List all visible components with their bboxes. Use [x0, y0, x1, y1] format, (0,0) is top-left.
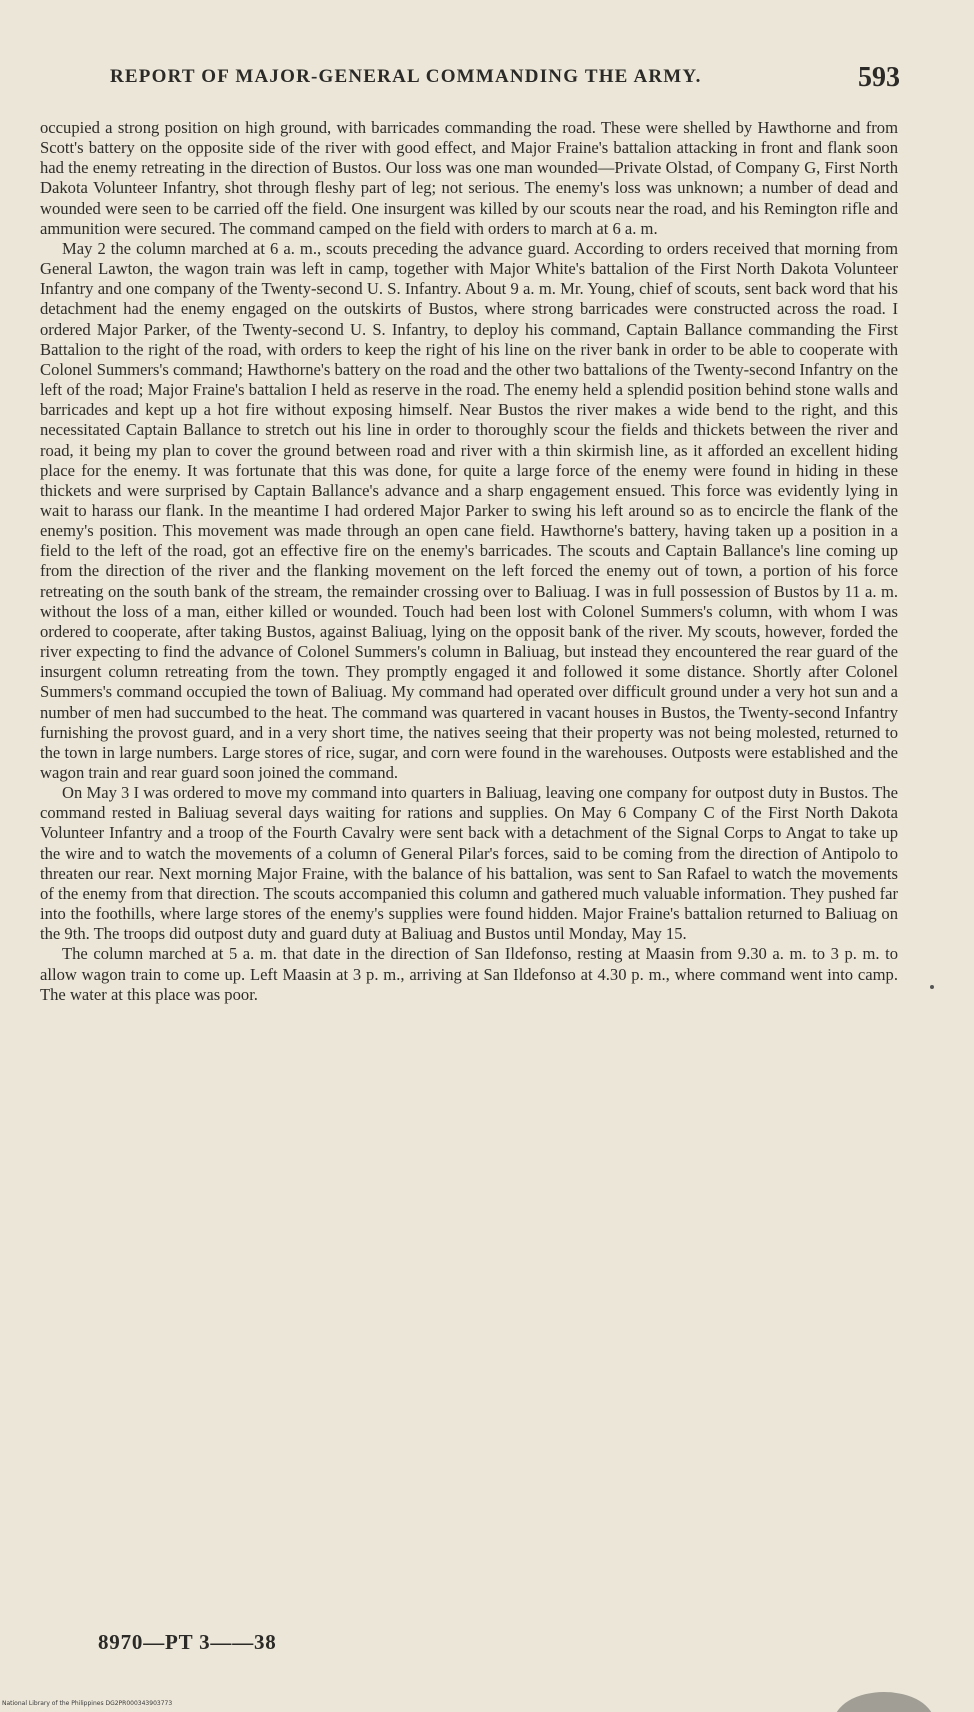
page-number: 593 [858, 62, 900, 93]
page-header [110, 64, 900, 104]
margin-dot [930, 985, 934, 989]
library-credit: National Library of the Philippines DG2PR000343903773 [2, 1700, 173, 1707]
paragraph-4: The column marched at 5 a. m. that date in the direction of San Ildefonso, resting at Maasin from 9.30 a. m. to 3 p. m. to allow wagon train to come up. Left Maasin at 3 p. m., arriving at San Ildefonso at 4.30 p. m., where command went into camp. The water at this place was poor. [40, 944, 898, 1004]
paragraph-3: On May 3 I was ordered to move my command into quarters in Baliuag, leaving one company for outpost duty in Bustos. The command rested in Baliuag several days waiting for rations and supplies. On May 6 Company C of the First North Dakota Volunteer Infantry and a troop of the Fourth Cavalry were sent back with a detachment of the Signal Corps to Angat to take up the wire and to watch the movements of a column of General Pilar's forces, said to be coming from the direction of Antipolo to threaten our rear. Next morning Major Fraine, with the balance of his battalion, was sent to San Rafael to watch the movements of the enemy from that direction. The scouts accompanied this column and gathered much valuable information. They pushed far into the foothills, where large stores of the enemy's supplies were found hidden. Major Fraine's battalion returned to Baliuag on the 9th. The troops did outpost duty and guard duty at Baliuag and Bustos until Monday, May 15. [40, 783, 898, 944]
paragraph-2: May 2 the column marched at 6 a. m., scouts preceding the advance guard. According to orders received that morning from General Lawton, the wagon train was left in camp, together with Major White's battalion of the First North Dakota Volunteer Infantry and one company of the Twenty-second U. S. Infantry. About 9 a. m. Mr. Young, chief of scouts, sent back word that his detachment had the enemy engaged on the outskirts of Bustos, where strong barricades were constructed across the road. I ordered Major Parker, of the Twenty-second U. S. Infantry, to deploy his command, Captain Ballance commanding the First Battalion to the right of the road, with orders to keep the right of his line on the river bank in order to be able to cooperate with Colonel Summers's command; Hawthorne's battery on the road and the other two battalions of the Twenty-second Infantry on the left of the road; Major Fraine's battalion I held as reserve in the road. The enemy held a splendid position behind stone walls and barricades and kept up a hot fire without exposing himself. Near Bustos the river makes a wide bend to the right, and this necessitated Captain Ballance to stretch out his line in order to thoroughly scour the fields and thickets between the river and road, it being my plan to cover the ground between road and river with a thin skirmish line, as it afforded an excellent hiding place for the enemy. It was fortunate that this was done, for quite a large force of the enemy were found in hiding in these thickets and were surprised by Captain Ballance's advance and a sharp engagement ensued. This force was evidently lying in wait to harass our flank. In the meantime I had ordered Major Parker to swing his left around so as to encircle the flank of the enemy's position. This movement was made through an open cane field. Hawthorne's battery, having taken up a position in a field to the left of the road, got an effective fire on the enemy's barricades. The scouts and Captain Ballance's line coming up from the direction of the river and the flanking movement on the left forced the enemy out of town, a portion of his force retreating on the south bank of the stream, the remainder crossing over to Baliuag. I was in full possession of Bustos by 11 a. m. without the loss of a man, either killed or wounded. Touch had been lost with Colonel Summers's column, with whom I was ordered to cooperate, after taking Bustos, against Baliuag, lying on the opposit bank of the river. My scouts, however, forded the river expecting to find the advance of Colonel Summers's column in Baliuag, but instead they encountered the rear guard of the insurgent column retreating from the town. They promptly engaged it and followed it some distance. Shortly after Colonel Summers's command occupied the town of Baliuag. My command had operated over difficult ground under a very hot sun and a number of men had succumbed to the heat. The command was quartered in vacant houses in Bustos, the Twenty-second Infantry furnishing the provost guard, and in a very short time, the natives seeing that their property was not being molested, returned to the town in large numbers. Large stores of rice, sugar, and corn were found in the warehouses. Outposts were established and the wagon train and rear guard soon joined the command. [40, 238, 898, 782]
paragraph-1: occupied a strong position on high ground, with barricades commanding the road. These were shelled by Hawthorne and from Scott's battery on the opposite side of the river with good effect, and Major Fraine's battalion attacking in front and flank soon had the enemy retreating in the direction of Bustos. Our loss was one man wounded—Private Olstad, of Company G, First North Dakota Volunteer Infantry, shot through fleshy part of leg; not serious. The enemy's loss was unknown; a number of dead and wounded were seen to be carried off the field. One insurgent was killed by our scouts near the road, and his Remington rifle and ammunition were secured. The command camped on the field with orders to march at 6 a. m. [40, 118, 898, 238]
body-text [40, 118, 898, 1005]
running-title: REPORT OF MAJOR-GENERAL COMMANDING THE ARMY. [110, 66, 702, 87]
signature-mark: 8970—PT 3——38 [98, 1630, 277, 1654]
scan-corner-shadow [834, 1692, 934, 1712]
